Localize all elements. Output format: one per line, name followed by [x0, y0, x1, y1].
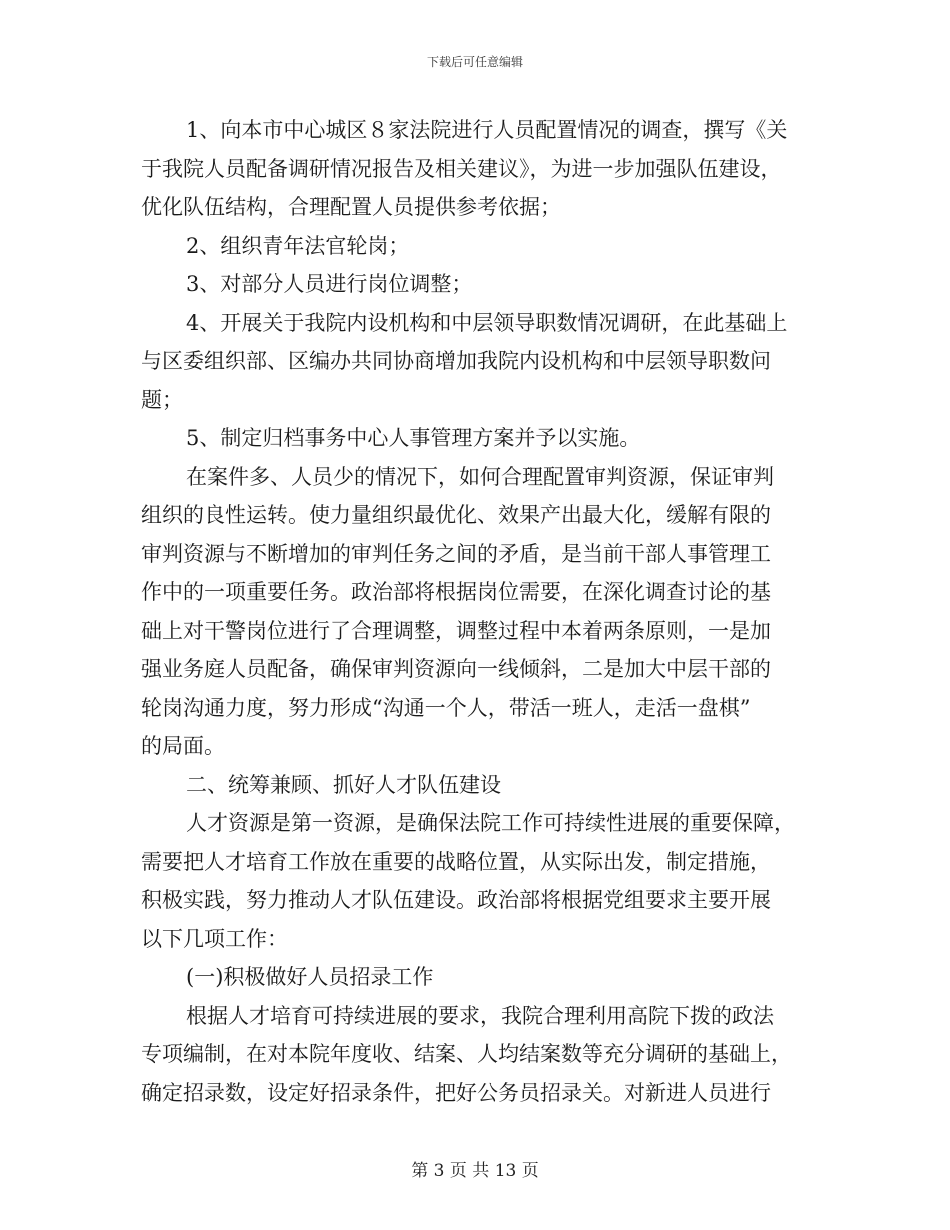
text-line: 积极实践，努力推动人才队伍建设。政治部将根据党组要求主要开展: [141, 888, 771, 912]
text-line: 1、向本市中心城区８家法院进行人员配置情况的调查，撰写《关: [186, 118, 788, 142]
text-line: 4、开展关于我院内设机构和中层领导职数情况调研，在此基础上: [186, 310, 788, 335]
text-line: 2、组织青年法官轮岗；: [186, 233, 410, 258]
text-line: 优化队伍结构，合理配置人员提供参考依据；: [141, 195, 561, 219]
text-line: 3、对部分人员进行岗位调整；: [186, 272, 473, 296]
text-line: 在案件多、人员少的情况下，如何合理配置审判资源，保证审判: [186, 464, 774, 489]
text-line: 与区委组织部、区编办共同协商增加我院内设机构和中层领导职数问: [141, 349, 771, 373]
text-line: 5、制定归档事务中心人事管理方案并予以实施。: [186, 426, 641, 450]
page-header: 下载后可任意编辑: [426, 55, 523, 69]
text-line: 于我院人员配备调研情况报告及相关建议》，为进一步加强队伍建设，: [141, 156, 782, 181]
text-line: 组织的良性运转。使力量组织最优化、效果产出最大化，缓解有限的: [141, 503, 771, 527]
text-line: 作中的一项重要任务。政治部将根据岗位需要，在深化调查讨论的基: [141, 580, 771, 604]
text-line: 专项编制，在对本院年度收、结案、人均结案数等充分调研的基础上，: [141, 1042, 792, 1066]
text-line: 以下几项工作：: [141, 926, 288, 951]
text-line: 人才资源是第一资源，是确保法院工作可持续性进展的重要保障，: [186, 811, 795, 835]
text-line: 轮岗沟通力度，努力形成“沟通一个人，带活一班人，走活一盘棋”: [141, 695, 751, 720]
document-body: [141, 111, 811, 1112]
text-line: 根据人才培育可持续进展的要求，我院合理利用高院下拨的政法: [186, 1003, 774, 1028]
text-line: 题；: [141, 387, 183, 412]
text-line: 的局面。: [141, 734, 225, 758]
text-line: 础上对干警岗位进行了合理调整，调整过程中本着两条原则，一是加: [141, 618, 771, 643]
text-line: 确定招录数，设定好招录条件，把好公务员招录关。对新进人员进行: [141, 1080, 771, 1105]
section-heading: 二、统筹兼顾、抓好人才队伍建设: [186, 772, 501, 797]
text-line: 需要把人才培育工作放在重要的战略位置，从实际出发，制定措施，: [141, 849, 771, 874]
page-number: 第 3 页 共 13 页: [411, 1161, 539, 1181]
text-line: 强业务庭人员配备，确保审判资源向一线倾斜，二是加大中层干部的: [141, 657, 771, 681]
text-line: 审判资源与不断增加的审判任务之间的矛盾，是当前干部人事管理工: [141, 541, 771, 566]
subsection-heading: (一)积极做好人员招录工作: [186, 965, 434, 989]
